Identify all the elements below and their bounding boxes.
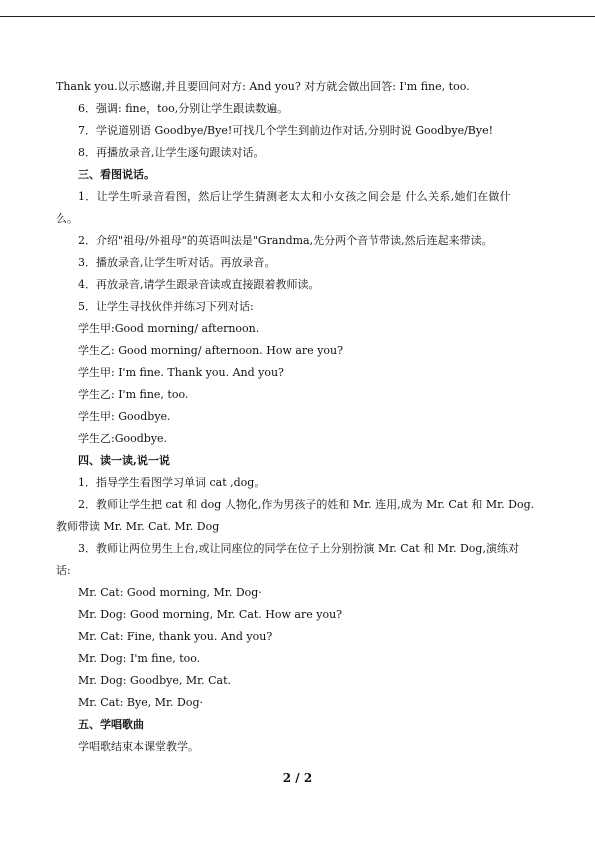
dialogue-line: Mr. Cat: Bye, Mr. Dog· bbox=[78, 696, 203, 709]
dialogue-line: Mr. Dog: Goodbye, Mr. Cat. bbox=[78, 674, 232, 687]
dialogue-line: 学生甲: I'm fine. Thank you. And you? bbox=[78, 366, 284, 379]
paragraph-line: 1．指导学生看图学习单词 cat ,dog。 bbox=[78, 476, 266, 489]
dialogue-line: 学生乙: I'm fine, too. bbox=[78, 388, 189, 401]
paragraph-line: 学唱歌结束本课堂教学。 bbox=[78, 740, 199, 753]
dialogue-line: Mr. Dog: Good morning, Mr. Cat. How are you? bbox=[78, 608, 343, 621]
paragraph-line: 1．让学生听录音看图，然后让学生猜测老太太和小女孩之间会是 什么关系,她们在做什 bbox=[78, 190, 511, 203]
section-heading: 三、看图说话。 bbox=[78, 168, 155, 181]
paragraph-line: 6．强调: fine，too,分别让学生跟读数遍。 bbox=[78, 102, 289, 115]
paragraph-line: 8．再播放录音,让学生逐句跟读对话。 bbox=[78, 146, 265, 159]
dialogue-line: Mr. Cat: Good morning, Mr. Dog· bbox=[78, 586, 262, 599]
paragraph-line: 7．学说道别语 Goodbye/Bye!可找几个学生到前边作对话,分别时说 Goodbye/Bye! bbox=[78, 124, 494, 137]
section-heading: 五、学唱歌曲 bbox=[78, 718, 144, 731]
section-heading: 四、读一读,说一说 bbox=[78, 454, 170, 467]
paragraph-line: 2．教师让学生把 cat 和 dog 人物化,作为男孩子的姓和 Mr. 连用,成为 Mr. Cat 和 Mr. Dog. bbox=[78, 498, 535, 511]
paragraph-line: 4．再放录音,请学生跟录音读或直接跟着教师读。 bbox=[78, 278, 320, 291]
paragraph-line: Thank you.以示感谢,并且要回问对方: And you? 对方就会做出回答: I'm fine, too. bbox=[56, 80, 470, 93]
paragraph-line: 么。 bbox=[56, 212, 78, 225]
dialogue-line: Mr. Dog: I'm fine, too. bbox=[78, 652, 201, 665]
header-rule bbox=[0, 16, 595, 17]
dialogue-line: 学生乙:Goodbye. bbox=[78, 432, 168, 445]
dialogue-line: 学生乙: Good morning/ afternoon. How are you? bbox=[78, 344, 344, 357]
paragraph-line: 3．教师让两位男生上台,或让同座位的同学在位子上分别扮演 Mr. Cat 和 Mr. Dog,演练对 bbox=[78, 542, 519, 555]
paragraph-line: 2．介绍"祖母/外祖母"的英语叫法是"Grandma,先分两个音节带读,然后连起来带读。 bbox=[78, 234, 493, 247]
paragraph-line: 3．播放录音,让学生听对话。再放录音。 bbox=[78, 256, 276, 269]
paragraph-line: 5．让学生寻找伙伴并练习下列对话: bbox=[78, 300, 254, 313]
dialogue-line: Mr. Cat: Fine, thank you. And you? bbox=[78, 630, 273, 643]
dialogue-line: 学生甲:Good morning/ afternoon. bbox=[78, 322, 260, 335]
dialogue-line: 学生甲: Goodbye. bbox=[78, 410, 171, 423]
page-number: 2 / 2 bbox=[282, 771, 313, 785]
paragraph-line: 话: bbox=[56, 564, 71, 577]
paragraph-line: 教师带读 Mr. Mr. Cat. Mr. Dog bbox=[56, 520, 220, 533]
